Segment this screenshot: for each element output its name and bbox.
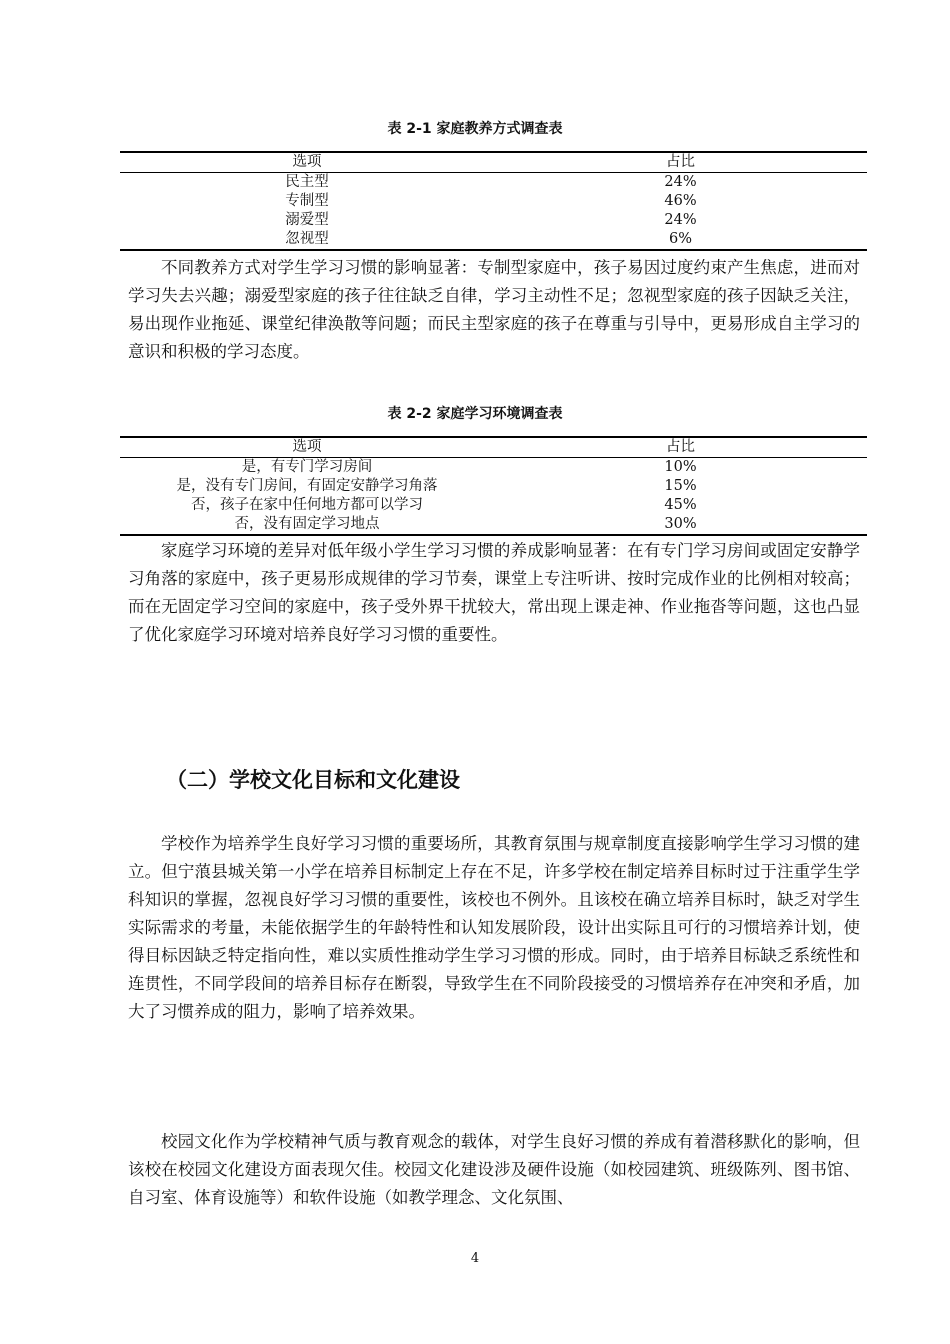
table-row <box>120 192 867 211</box>
table-row <box>120 173 867 193</box>
paragraph-parenting-impact: 不同教养方式对学生学习习惯的影响显著：专制型家庭中，孩子易因过度约束产生焦虑，进而对学习失去兴趣；溺爱型家庭的孩子往往缺乏自律，学习主动性不足；忽视型家庭的孩子因缺乏关注，易出现作业拖延、课堂纪律涣散等问题；而民主型家庭的孩子在尊重与引导中，更易形成自主学习的意识和积极的学习态度。 <box>128 258 860 361</box>
section-heading: （二）学校文化目标和文化建设 <box>166 768 460 792</box>
cell-option: 否，孩子在家中任何地方都可以学习 <box>191 497 423 513</box>
cell-option: 专制型 <box>285 193 329 209</box>
page-number: 4 <box>470 1251 480 1266</box>
cell-ratio: 30% <box>494 515 867 535</box>
table-row <box>120 477 867 496</box>
table1-parenting-styles <box>120 151 867 251</box>
cell-ratio: 10% <box>664 459 697 475</box>
cell-option: 忽视型 <box>120 230 494 250</box>
cell-ratio: 6% <box>494 230 867 250</box>
table-row <box>120 496 867 515</box>
table-header-row <box>120 152 867 173</box>
column-header-ratio: 占比 <box>494 437 867 458</box>
table-header-row <box>120 437 867 458</box>
cell-ratio: 45% <box>664 497 697 513</box>
cell-option: 民主型 <box>285 174 329 190</box>
table2-study-environment <box>120 436 867 536</box>
table-row <box>120 458 867 478</box>
cell-option: 否，没有固定学习地点 <box>120 515 494 535</box>
cell-option: 是，有专门学习房间 <box>241 459 373 475</box>
table1-caption: 表 2-1 家庭教养方式调查表 <box>387 121 563 137</box>
table2-caption: 表 2-2 家庭学习环境调查表 <box>387 406 563 422</box>
table-row <box>120 211 867 230</box>
cell-ratio: 24% <box>664 174 697 190</box>
column-header-ratio: 占比 <box>494 152 867 173</box>
column-header-option: 选项 <box>120 152 494 173</box>
paragraph-campus-culture: 校园文化作为学校精神气质与教育观念的载体，对学生良好习惯的养成有着潜移默化的影响，但该校在校园文化建设方面表现欠佳。校园文化建设涉及硬件设施（如校园建筑、班级陈列、图书馆、自习室、体育设施等）和软件设施（如教学理念、文化氛围、 <box>128 1132 860 1207</box>
column-header-option: 选项 <box>120 437 494 458</box>
table-row <box>120 515 867 535</box>
paragraph-environment-impact: 家庭学习环境的差异对低年级小学生学习习惯的养成影响显著：在有专门学习房间或固定安静学习角落的家庭中，孩子更易形成规律的学习节奏，课堂上专注听讲、按时完成作业的比例相对较高；而在无固定学习空间的家庭中，孩子受外界干扰较大，常出现上课走神、作业拖沓等问题，这也凸显了优化家庭学习环境对培养良好学习习惯的重要性。 <box>128 541 860 644</box>
cell-ratio: 24% <box>664 212 697 228</box>
cell-ratio: 46% <box>664 193 697 209</box>
cell-option: 是，没有专门房间，有固定安静学习角落 <box>176 478 438 494</box>
paragraph-school-goals: 学校作为培养学生良好学习习惯的重要场所，其教育氛围与规章制度直接影响学生学习习惯的建立。但宁蒗县城关第一小学在培养目标制定上存在不足，许多学校在制定培养目标时过于注重学生学科知识的掌握，忽视良好学习习惯的重要性，该校也不例外。且该校在确立培养目标时，缺乏对学生实际需求的考量，未能依据学生的年龄特性和认知发展阶段，设计出实际且可行的习惯培养计划，使得目标因缺乏特定指向性，难以实质性推动学生学习习惯的形成。同时，由于培养目标缺乏系统性和连贯性，不同学段间的培养目标存在断裂，导致学生在不同阶段接受的习惯培养存在冲突和矛盾，加大了习惯养成的阻力，影响了培养效果。 <box>128 834 860 1021</box>
cell-option: 溺爱型 <box>285 212 329 228</box>
table-row <box>120 230 867 250</box>
cell-ratio: 15% <box>664 478 697 494</box>
